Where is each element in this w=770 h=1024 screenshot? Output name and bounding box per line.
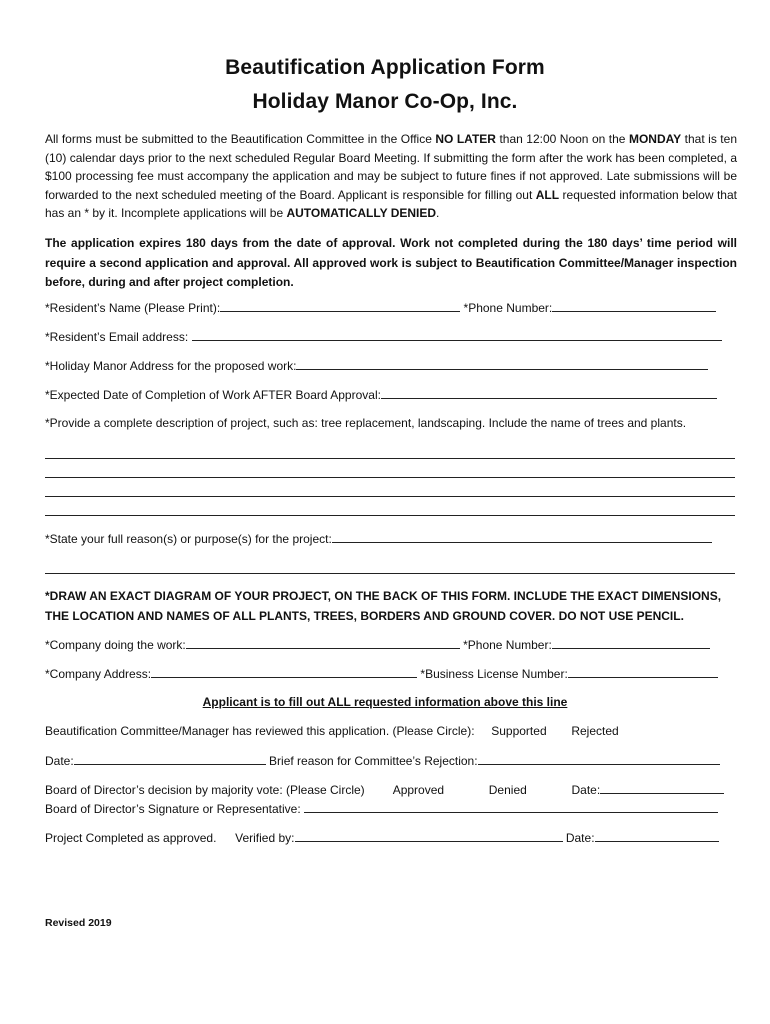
denied-option[interactable]: Denied (488, 783, 527, 797)
resident-name-field[interactable] (220, 299, 460, 312)
description-line-1[interactable] (45, 458, 735, 459)
project-completed-label: Project Completed as approved. (45, 831, 217, 845)
completion-date-field[interactable] (381, 386, 717, 399)
address-label: *Holiday Manor Address for the proposed work: (45, 359, 297, 373)
expiration-notice: The application expires 180 days from the date of approval. Work not completed during the 180 days’ time period will require a second application and approval. All approved work is subject to Beautification Committee/Manager inspection before, during and after project completion. (45, 236, 737, 289)
phone-label: *Phone Number: (463, 301, 553, 315)
board-signature-label: Board of Director’s Signature or Representative: (45, 802, 301, 816)
reason-label: *State your full reason(s) or purpose(s) for the project: (45, 532, 332, 546)
company-row (45, 636, 737, 652)
company-phone-field[interactable] (552, 636, 710, 649)
rejection-reason-field[interactable] (478, 752, 720, 765)
reason-row (45, 530, 737, 546)
address-row (45, 357, 737, 373)
board-signature-row (45, 800, 737, 816)
board-date-field[interactable] (600, 781, 724, 794)
committee-date-field[interactable] (74, 752, 266, 765)
resident-name-label: *Resident’s Name (Please Print): (45, 301, 221, 315)
verified-by-label: Verified by: (235, 831, 295, 845)
company-address-field[interactable] (151, 665, 417, 678)
applicant-boundary-note: Applicant is to fill out ALL requested information above this line (202, 695, 568, 709)
committee-date-row (45, 752, 737, 768)
approved-option[interactable]: Approved (392, 783, 445, 797)
resident-name-row (45, 299, 737, 315)
completion-date-label-2: Date: (565, 831, 595, 845)
committee-review-row (45, 723, 737, 739)
company-phone-label: *Phone Number: (463, 638, 552, 652)
description-line-2[interactable] (45, 477, 735, 478)
business-license-label: *Business License Number: (420, 667, 568, 681)
company-field[interactable] (186, 636, 460, 649)
business-license-field[interactable] (568, 665, 718, 678)
rejected-option[interactable]: Rejected (571, 724, 619, 738)
organization-name: Holiday Manor Co-Op, Inc. (252, 90, 518, 113)
board-signature-field[interactable] (304, 800, 718, 813)
form-title: Beautification Application Form (225, 56, 545, 79)
email-row (45, 328, 737, 344)
company-address-row (45, 665, 737, 681)
description-prompt: *Provide a complete description of project, such as: tree replacement, landscaping. Include the name of trees and plants. (45, 416, 687, 430)
completion-date-row (45, 386, 737, 402)
email-field[interactable] (192, 328, 722, 341)
description-line-4[interactable] (45, 515, 735, 516)
description-line-3[interactable] (45, 496, 735, 497)
company-address-label: *Company Address: (45, 667, 152, 681)
reason-line-2[interactable] (45, 573, 735, 574)
reason-field[interactable] (332, 530, 712, 543)
company-label: *Company doing the work: (45, 638, 186, 652)
rejection-reason-label: Brief reason for Committee’s Rejection: (269, 754, 478, 768)
diagram-instruction: *DRAW AN EXACT DIAGRAM OF YOUR PROJECT, ON THE BACK OF THIS FORM. INCLUDE THE EXACT DIMENSIONS, THE LOCATION AND NAMES OF ALL PLANTS, TREES, BORDERS AND GROUND COVER. DO NOT USE PENCIL. (45, 589, 722, 623)
submission-instructions: All forms must be submitted to the Beautification Committee in the Office NO LATER than 12:00 Noon on the MONDAY that is ten (10) calendar days prior to the next scheduled Regular Board Meeting. If submitting the form after the work has been completed, a $100 processing fee must accompany the application and may be subject to future fines if not approved. Late submissions will be forwarded to the next scheduled meeting of the Board. Applicant is responsible for filling out ALL requested information below that has an * by it. Incomplete applications will be AUTOMATICALLY DENIED. (45, 132, 737, 221)
committee-date-label: Date: (45, 754, 74, 768)
project-completion-row (45, 829, 737, 845)
committee-review-label: Beautification Committee/Manager has reviewed this application. (Please Circle): (45, 724, 475, 738)
address-field[interactable] (296, 357, 708, 370)
phone-field[interactable] (552, 299, 716, 312)
supported-option[interactable]: Supported (491, 724, 547, 738)
board-decision-row (45, 781, 737, 797)
board-decision-label: Board of Director’s decision by majority vote: (Please Circle) (45, 783, 365, 797)
board-date-label: Date: (571, 783, 601, 797)
email-label: *Resident’s Email address: (45, 330, 189, 344)
revision-note: Revised 2019 (45, 917, 112, 929)
verified-by-field[interactable] (295, 829, 563, 842)
completion-date-label: *Expected Date of Completion of Work AFTER Board Approval: (45, 388, 381, 402)
completion-date-field-2[interactable] (595, 829, 719, 842)
